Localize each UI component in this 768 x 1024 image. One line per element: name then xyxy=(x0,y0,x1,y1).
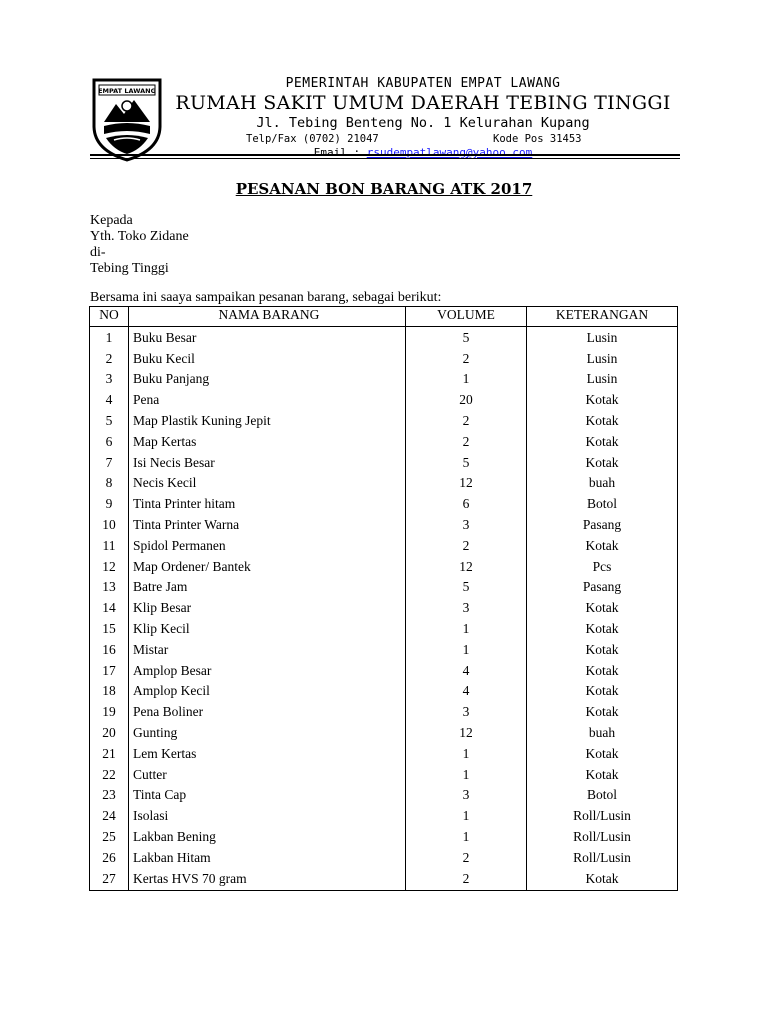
hospital-name: RUMAH SAKIT UMUM DAERAH TEBING TINGGI xyxy=(175,92,671,114)
hospital-address: Jl. Tebing Benteng No. 1 Kelurahan Kupang xyxy=(256,115,590,131)
row-no: 21 xyxy=(90,743,129,764)
row-volume: 3 xyxy=(406,785,527,806)
table-row xyxy=(90,701,678,722)
row-keterangan: Pasang xyxy=(527,514,678,535)
table-row xyxy=(90,493,678,514)
phone-fax: Telp/Fax (0702) 21047 xyxy=(246,133,379,145)
row-keterangan: Kotak xyxy=(527,597,678,618)
row-item-name: Map Plastik Kuning Jepit xyxy=(129,410,406,431)
table-row xyxy=(90,452,678,473)
table-row xyxy=(90,348,678,369)
row-volume: 4 xyxy=(406,660,527,681)
row-no: 4 xyxy=(90,389,129,410)
header-keterangan: KETERANGAN xyxy=(527,307,678,327)
row-item-name: Necis Kecil xyxy=(129,473,406,494)
row-item-name: Klip Besar xyxy=(129,597,406,618)
row-no: 14 xyxy=(90,597,129,618)
row-item-name: Cutter xyxy=(129,764,406,785)
row-volume: 1 xyxy=(406,764,527,785)
row-keterangan: Kotak xyxy=(527,410,678,431)
row-keterangan: buah xyxy=(527,722,678,743)
row-no: 15 xyxy=(90,618,129,639)
row-no: 12 xyxy=(90,556,129,577)
empat-lawang-emblem-icon xyxy=(90,76,164,162)
contact-line xyxy=(168,132,678,146)
row-keterangan: Kotak xyxy=(527,639,678,660)
table-row xyxy=(90,805,678,826)
table-row xyxy=(90,764,678,785)
row-item-name: Lem Kertas xyxy=(129,743,406,764)
table-row xyxy=(90,577,678,598)
table-row xyxy=(90,327,678,348)
row-item-name: Isolasi xyxy=(129,805,406,826)
row-no: 26 xyxy=(90,847,129,868)
row-volume: 3 xyxy=(406,514,527,535)
row-no: 10 xyxy=(90,514,129,535)
government-name: PEMERINTAH KABUPATEN EMPAT LAWANG xyxy=(285,76,561,91)
table-row xyxy=(90,473,678,494)
row-volume: 12 xyxy=(406,473,527,494)
row-no: 25 xyxy=(90,826,129,847)
table-row xyxy=(90,868,678,891)
row-item-name: Spidol Permanen xyxy=(129,535,406,556)
row-item-name: Klip Kecil xyxy=(129,618,406,639)
table-row xyxy=(90,431,678,452)
table-row xyxy=(90,410,678,431)
row-volume: 4 xyxy=(406,681,527,702)
row-no: 8 xyxy=(90,473,129,494)
table-row xyxy=(90,389,678,410)
row-no: 2 xyxy=(90,348,129,369)
row-volume: 1 xyxy=(406,743,527,764)
header-divider-thin xyxy=(90,158,680,159)
row-volume: 12 xyxy=(406,556,527,577)
row-item-name: Map Kertas xyxy=(129,431,406,452)
header-volume: VOLUME xyxy=(406,307,527,327)
row-volume: 12 xyxy=(406,722,527,743)
row-no: 16 xyxy=(90,639,129,660)
row-volume: 5 xyxy=(406,327,527,348)
row-no: 3 xyxy=(90,369,129,390)
row-item-name: Tinta Printer Warna xyxy=(129,514,406,535)
row-no: 11 xyxy=(90,535,129,556)
table-row xyxy=(90,660,678,681)
row-keterangan: Kotak xyxy=(527,764,678,785)
row-item-name: Tinta Cap xyxy=(129,785,406,806)
header-nama-barang: NAMA BARANG xyxy=(129,307,406,327)
row-no: 7 xyxy=(90,452,129,473)
row-volume: 1 xyxy=(406,618,527,639)
table-row xyxy=(90,743,678,764)
row-item-name: Batre Jam xyxy=(129,577,406,598)
table-row xyxy=(90,369,678,390)
table-row xyxy=(90,597,678,618)
row-keterangan: Kotak xyxy=(527,452,678,473)
row-keterangan: Roll/Lusin xyxy=(527,826,678,847)
row-item-name: Tinta Printer hitam xyxy=(129,493,406,514)
row-keterangan: Kotak xyxy=(527,431,678,452)
order-table xyxy=(89,306,678,891)
row-keterangan: Kotak xyxy=(527,535,678,556)
header-divider-thick xyxy=(90,154,680,156)
row-keterangan: Botol xyxy=(527,493,678,514)
table-row xyxy=(90,639,678,660)
row-volume: 2 xyxy=(406,410,527,431)
row-keterangan: Pcs xyxy=(527,556,678,577)
row-no: 27 xyxy=(90,868,129,891)
row-volume: 1 xyxy=(406,826,527,847)
address-line-1: Kepada xyxy=(90,213,133,228)
row-keterangan: Lusin xyxy=(527,327,678,348)
header-no: NO xyxy=(90,307,129,327)
row-volume: 1 xyxy=(406,805,527,826)
row-no: 19 xyxy=(90,701,129,722)
row-volume: 2 xyxy=(406,431,527,452)
row-keterangan: Kotak xyxy=(527,868,678,891)
row-keterangan: Kotak xyxy=(527,681,678,702)
document-title: PESANAN BON BARANG ATK 2017 xyxy=(235,180,533,198)
row-keterangan: Pasang xyxy=(527,577,678,598)
row-item-name: Isi Necis Besar xyxy=(129,452,406,473)
table-row xyxy=(90,514,678,535)
row-no: 6 xyxy=(90,431,129,452)
row-keterangan: Kotak xyxy=(527,389,678,410)
postal-code: Kode Pos 31453 xyxy=(493,133,582,145)
row-volume: 2 xyxy=(406,535,527,556)
row-item-name: Lakban Hitam xyxy=(129,847,406,868)
row-volume: 1 xyxy=(406,639,527,660)
table-header-row xyxy=(90,307,678,327)
row-volume: 3 xyxy=(406,701,527,722)
intro-text: Bersama ini saaya sampaikan pesanan barang, sebagai berikut: xyxy=(90,290,442,305)
table-row xyxy=(90,618,678,639)
row-item-name: Pena xyxy=(129,389,406,410)
row-volume: 5 xyxy=(406,452,527,473)
row-no: 9 xyxy=(90,493,129,514)
row-no: 5 xyxy=(90,410,129,431)
row-no: 20 xyxy=(90,722,129,743)
row-item-name: Map Ordener/ Bantek xyxy=(129,556,406,577)
row-item-name: Kertas HVS 70 gram xyxy=(129,868,406,891)
row-item-name: Buku Besar xyxy=(129,327,406,348)
row-item-name: Lakban Bening xyxy=(129,826,406,847)
row-no: 17 xyxy=(90,660,129,681)
table-row xyxy=(90,826,678,847)
row-keterangan: Kotak xyxy=(527,660,678,681)
table-row xyxy=(90,535,678,556)
letterhead xyxy=(168,76,678,160)
row-keterangan: Kotak xyxy=(527,701,678,722)
row-volume: 2 xyxy=(406,348,527,369)
row-no: 24 xyxy=(90,805,129,826)
row-keterangan: Kotak xyxy=(527,618,678,639)
hospital-logo xyxy=(90,76,164,162)
address-line-3: di- xyxy=(90,245,106,260)
row-no: 18 xyxy=(90,681,129,702)
row-item-name: Gunting xyxy=(129,722,406,743)
row-keterangan: Lusin xyxy=(527,348,678,369)
row-keterangan: Kotak xyxy=(527,743,678,764)
address-line-2: Yth. Toko Zidane xyxy=(90,229,189,244)
row-volume: 20 xyxy=(406,389,527,410)
table-row xyxy=(90,785,678,806)
row-item-name: Buku Panjang xyxy=(129,369,406,390)
row-keterangan: Botol xyxy=(527,785,678,806)
email-link[interactable]: rsudempatlawang@yahoo.com xyxy=(366,146,533,159)
address-line-4: Tebing Tinggi xyxy=(90,261,169,276)
row-item-name: Mistar xyxy=(129,639,406,660)
row-volume: 5 xyxy=(406,577,527,598)
row-keterangan: Lusin xyxy=(527,369,678,390)
row-no: 1 xyxy=(90,327,129,348)
row-item-name: Amplop Besar xyxy=(129,660,406,681)
row-volume: 6 xyxy=(406,493,527,514)
table-row xyxy=(90,847,678,868)
recipient-address xyxy=(90,213,189,277)
row-item-name: Amplop Kecil xyxy=(129,681,406,702)
email-label: Email : xyxy=(313,146,367,159)
row-volume: 1 xyxy=(406,369,527,390)
row-no: 23 xyxy=(90,785,129,806)
row-keterangan: Roll/Lusin xyxy=(527,847,678,868)
row-volume: 3 xyxy=(406,597,527,618)
row-no: 13 xyxy=(90,577,129,598)
logo-text: EMPAT LAWANG xyxy=(98,87,156,95)
row-no: 22 xyxy=(90,764,129,785)
row-keterangan: buah xyxy=(527,473,678,494)
row-volume: 2 xyxy=(406,847,527,868)
table-row xyxy=(90,556,678,577)
table-row xyxy=(90,722,678,743)
table-row xyxy=(90,681,678,702)
row-item-name: Pena Boliner xyxy=(129,701,406,722)
row-keterangan: Roll/Lusin xyxy=(527,805,678,826)
row-volume: 2 xyxy=(406,868,527,891)
row-item-name: Buku Kecil xyxy=(129,348,406,369)
